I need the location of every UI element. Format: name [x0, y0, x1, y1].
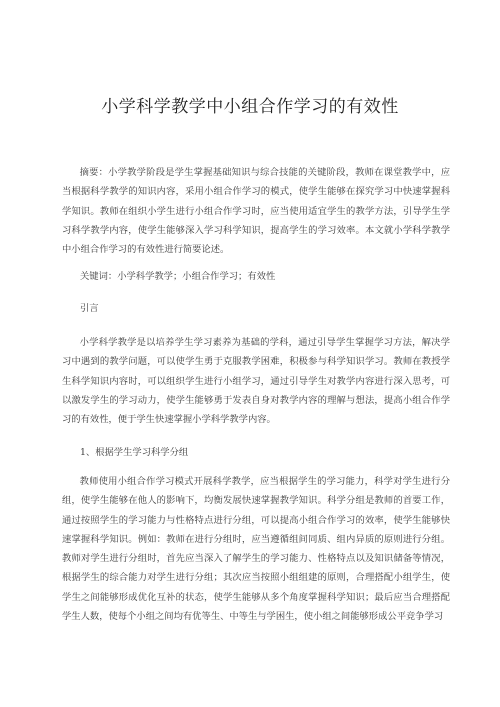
keywords-line: 关键词：小学科学教学；小组合作学习；有效性 — [80, 271, 276, 282]
document-title: 小学科学教学中小组合作学习的有效性 — [101, 97, 399, 117]
section1-heading: 1、根据学生学习科学分组 — [80, 447, 189, 458]
abstract-paragraph: 摘要：小学教学阶段是学生掌握基础知识与综合技能的关键阶段，教师在课堂教学中，应当根据科学教学的知识内容，采用小组合作学习的模式，使学生能够在探究学习中快速掌握科学知识。教师在组织小学生进行小组合作学习时，应当使用适宜学生的教学方法，引导学生学习科学教学内容，使学生能够深入学习科学知识，提高学生的学习效率。本文就小学科学教学中小组合作学习的有效性进行简要论述。 — [62, 167, 450, 256]
intro-paragraph: 小学科学教学是以培养学生学习素养为基础的学科，通过引导学生掌握学习方法，解决学习中遇到的教学问题，可以使学生勇于克服教学困难，积极参与科学知识学习。教师在教授学生科学知识内容时，可以组织学生进行小组学习，通过引导学生对教学内容进行深入思考，可以激发学生的学习动力，使学生能够勇于发表自身对教学内容的理解与想法，提高小组合作学习的有效性，便于学生快速掌握小学科学教学内容。 — [62, 337, 450, 426]
intro-heading: 引言 — [80, 303, 99, 314]
section1-paragraph: 教师使用小组合作学习模式开展科学教学，应当根据学生的学习能力，科学对学生进行分组，使学生能够在他人的影响下，均衡发展快速掌握教学知识。科学分组是教师的首要工作，通过按照学生的学习能力与性格特点进行分组，可以提高小组合作学习的效率，使学生能够快速掌握科学知识。例如：教师在进行分组时，应当遵循组间同质、组内异质的原则进行分组。教师对学生进行分组时，首先应当深入了解学生的学习能力、性格特点以及知识储备等情况，根据学生的综合能力对学生进行分组；其次应当按照小组组建的原则，合理搭配小组学生，使学生之间能够形成优化互补的状态，使学生能够从多个角度掌握科学知识；最后应当合理搭配学生人数，使每个小组之间均有优等生、中等生与学困生，使小组之间能够形成公平竞争学习 — [62, 476, 450, 623]
